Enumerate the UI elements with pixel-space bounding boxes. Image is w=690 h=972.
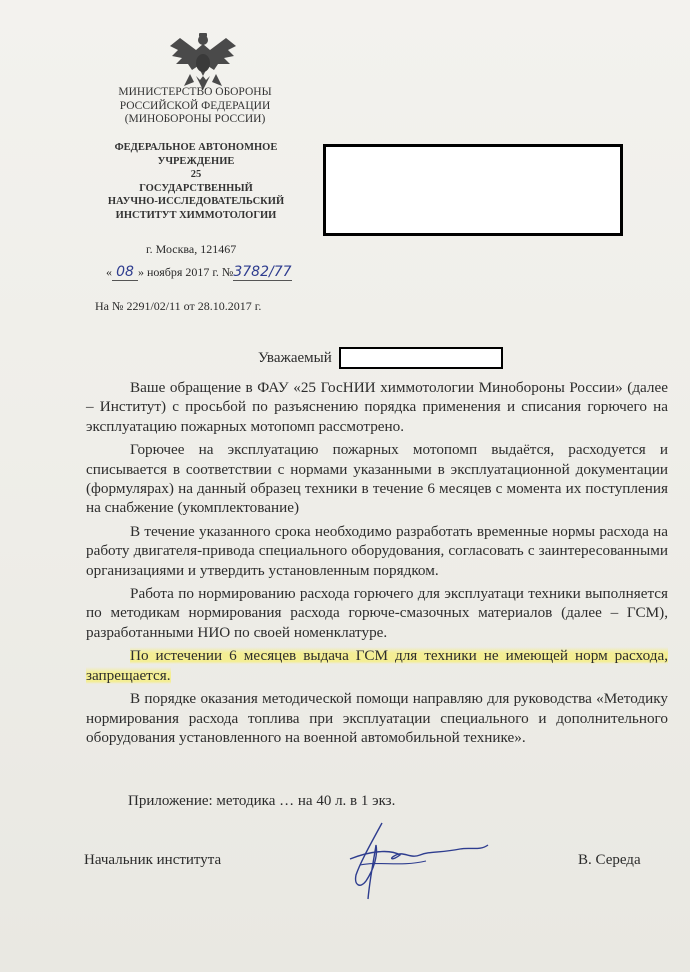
body-paragraph: Горючее на эксплуатацию пожарных мотопомп выдаётся, расходуется и списывается в соответствии с нормами указанными в эксплуатационной документации (формулярах) на данный образец техники в течение 6 месяцев с момента их поступления на снабжение (укомплектование) bbox=[86, 441, 668, 517]
body-paragraph: Работа по нормированию расхода горючего для эксплуатаци техники выполняется по методикам нормирования расхода горюче-смазочных материалов (далее – ГСМ), разработанными НИО по своей номенклатуре. bbox=[86, 585, 668, 641]
body-paragraph: В порядке оказания методической помощи направляю для руководства «Методику нормирования расхода топлива при эксплуатации специального и дополнительного оборудования установленного на военной автомобильной технике». bbox=[86, 690, 668, 746]
ministry-line: (МИНОБОРОНЫ РОССИИ) bbox=[124, 113, 266, 125]
city-address: г. Москва, 121467 bbox=[146, 242, 237, 256]
signer-position: Начальник института bbox=[84, 852, 222, 868]
date-rest: » ноября 2017 г. № bbox=[138, 265, 234, 279]
highlighted-text: По истечении 6 месяцев выдача ГСМ для техники не имеющей норм расхода, запрещается. bbox=[86, 647, 668, 684]
letter-date-line bbox=[106, 264, 292, 281]
body-paragraph: В течение указанного срока необходимо разработать временные нормы расхода на работу двигателя-привода специального оборудования, согласовать с заинтересованными организациями и утвердить установленным порядком. bbox=[86, 522, 668, 579]
redacted-recipient-block bbox=[323, 144, 623, 236]
body-paragraph: Ваше обращение в ФАУ «25 ГосНИИ химмотологии Минобороны России» (далее – Институт) с просьбой по разъяснению порядка применения и списания горючего на эксплуатацию пожарных мотопомп рассмотрено. bbox=[86, 379, 668, 435]
signer-name: В. Середа bbox=[578, 852, 641, 868]
institute-line: ИНСТИТУТ ХИММОТОЛОГИИ bbox=[115, 209, 277, 221]
ministry-name bbox=[95, 86, 295, 127]
reference-line: На № 2291/02/11 от 28.10.2017 г. bbox=[95, 299, 262, 313]
date-day-handwritten: 08 bbox=[112, 264, 138, 281]
body-paragraph-highlighted bbox=[86, 646, 668, 685]
date-open-quote: « bbox=[106, 265, 112, 279]
redacted-recipient-name bbox=[339, 347, 503, 369]
institute-line: НАУЧНО-ИССЛЕДОВАТЕЛЬСКИЙ bbox=[107, 196, 285, 207]
institute-line: 25 bbox=[190, 169, 202, 180]
institute-line: УЧРЕЖДЕНИЕ bbox=[157, 155, 235, 167]
handwritten-signature bbox=[330, 815, 490, 905]
institute-line: ГОСУДАРСТВЕННЫЙ bbox=[139, 182, 253, 194]
institute-line: ФЕДЕРАЛЬНОЕ АВТОНОМНОЕ bbox=[114, 142, 278, 153]
ministry-line: РОССИЙСКОЙ ФЕДЕРАЦИИ bbox=[119, 99, 271, 112]
greeting: Уважаемый bbox=[258, 350, 332, 366]
letter-body bbox=[86, 378, 668, 751]
ministry-line: МИНИСТЕРСТВО ОБОРОНЫ bbox=[118, 86, 272, 98]
document-number-handwritten: 3782/77 bbox=[233, 264, 292, 280]
institute-name bbox=[96, 141, 296, 222]
attachment-note: Приложение: методика … на 40 л. в 1 экз. bbox=[128, 793, 396, 809]
